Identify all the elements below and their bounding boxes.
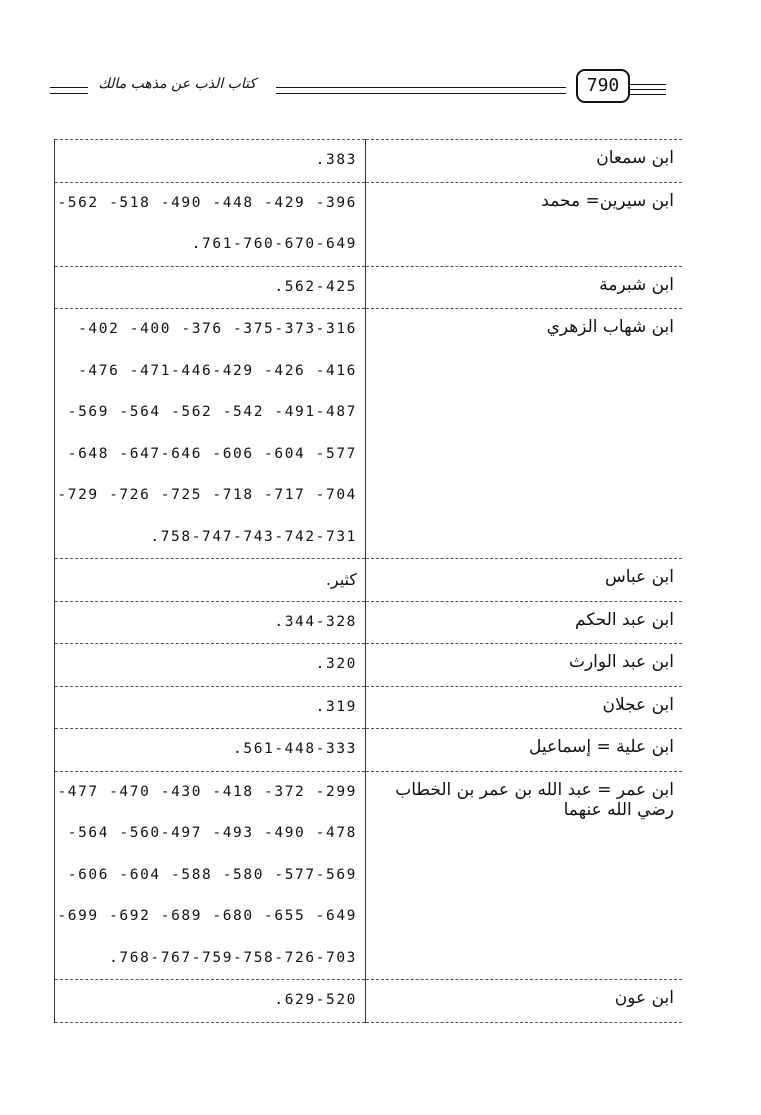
- page-reference-line: .320: [315, 656, 357, 672]
- page-references: [55, 980, 366, 1023]
- index-row: [55, 182, 683, 266]
- page-reference-line: -562 -518 -490 -448 -429 -396: [57, 194, 357, 211]
- index-row: [55, 559, 683, 602]
- page-references: [55, 601, 366, 644]
- index-row: [55, 140, 683, 183]
- entry-name: ابن علية = إسماعيل: [366, 729, 683, 772]
- page-reference-line: -477 -470 -430 -418 -372 -299: [57, 783, 357, 800]
- page-reference-line: -606 -604 -588 -580 -577-569: [67, 866, 357, 883]
- page-reference-line: كثير.: [325, 570, 357, 589]
- page-reference-line: .761-760-670-649: [191, 236, 357, 252]
- index-row: [55, 601, 683, 644]
- index-row: [55, 266, 683, 309]
- index-row: [55, 644, 683, 687]
- entry-name: ابن عون: [366, 980, 683, 1023]
- header-rule-right-top: [630, 84, 666, 85]
- entry-name: ابن شهاب الزهري: [366, 309, 683, 559]
- page-reference-line: -648 -647-646 -606 -604 -577: [67, 445, 357, 462]
- header-rule-left-top: [50, 87, 88, 88]
- header-rule-middle-top: [276, 87, 566, 88]
- page-references: [55, 182, 366, 266]
- header-rule-left-bottom: [50, 93, 88, 94]
- header-rule-right-mid: [630, 89, 666, 90]
- index-row: [55, 771, 683, 980]
- page-references: [55, 309, 366, 559]
- page-references: [55, 644, 366, 687]
- page-references: [55, 729, 366, 772]
- page-references: [55, 266, 366, 309]
- index-row: [55, 980, 683, 1023]
- page-reference-line: -699 -692 -689 -680 -655 -649: [57, 908, 357, 924]
- index-row: [55, 686, 683, 729]
- header-rule-middle-bottom: [276, 93, 566, 94]
- index-table: [54, 139, 682, 1023]
- entry-name: ابن سيرين= محمد: [366, 182, 683, 266]
- page-reference-line: .758-747-743-742-731: [150, 528, 357, 545]
- page-reference-line: -476 -471-446-429 -426 -416: [78, 362, 357, 379]
- page-reference-line: -402 -400 -376 -375-373-316: [78, 321, 357, 337]
- page-reference-line: .319: [315, 698, 357, 715]
- book-title: كتاب الذب عن مذهب مالك: [98, 76, 256, 92]
- entry-name: ابن عباس: [366, 559, 683, 602]
- page-reference-line: .383: [315, 152, 357, 168]
- entry-name: ابن عبد الوارث: [366, 644, 683, 687]
- page-reference-line: .344-328: [274, 613, 357, 630]
- entry-name: ابن عمر = عبد الله بن عمر بن الخطاب رضي الله عنهما: [366, 771, 683, 980]
- page-references: [55, 771, 366, 980]
- header-rule-right-bottom: [630, 94, 666, 95]
- page-reference-line: -564 -560-497 -493 -490 -478: [67, 825, 357, 841]
- index-row: [55, 729, 683, 772]
- page-reference-line: .561-448-333: [233, 741, 357, 757]
- entry-name: ابن عجلان: [366, 686, 683, 729]
- entry-name: ابن سمعان: [366, 140, 683, 183]
- page-number: 790: [576, 69, 630, 103]
- page-reference-line: .629-520: [274, 992, 357, 1008]
- page-references: [55, 686, 366, 729]
- page-reference-line: -569 -564 -562 -542 -491-487: [67, 404, 357, 420]
- page-references: [55, 559, 366, 602]
- entry-name: ابن عبد الحكم: [366, 601, 683, 644]
- page-reference-line: .768-767-759-758-726-703: [109, 949, 357, 966]
- entry-name: ابن شبرمة: [366, 266, 683, 309]
- index-row: [55, 309, 683, 559]
- page-references: [55, 140, 366, 183]
- page-reference-line: .562-425: [274, 278, 357, 295]
- page-reference-line: -729 -726 -725 -718 -717 -704: [57, 487, 357, 503]
